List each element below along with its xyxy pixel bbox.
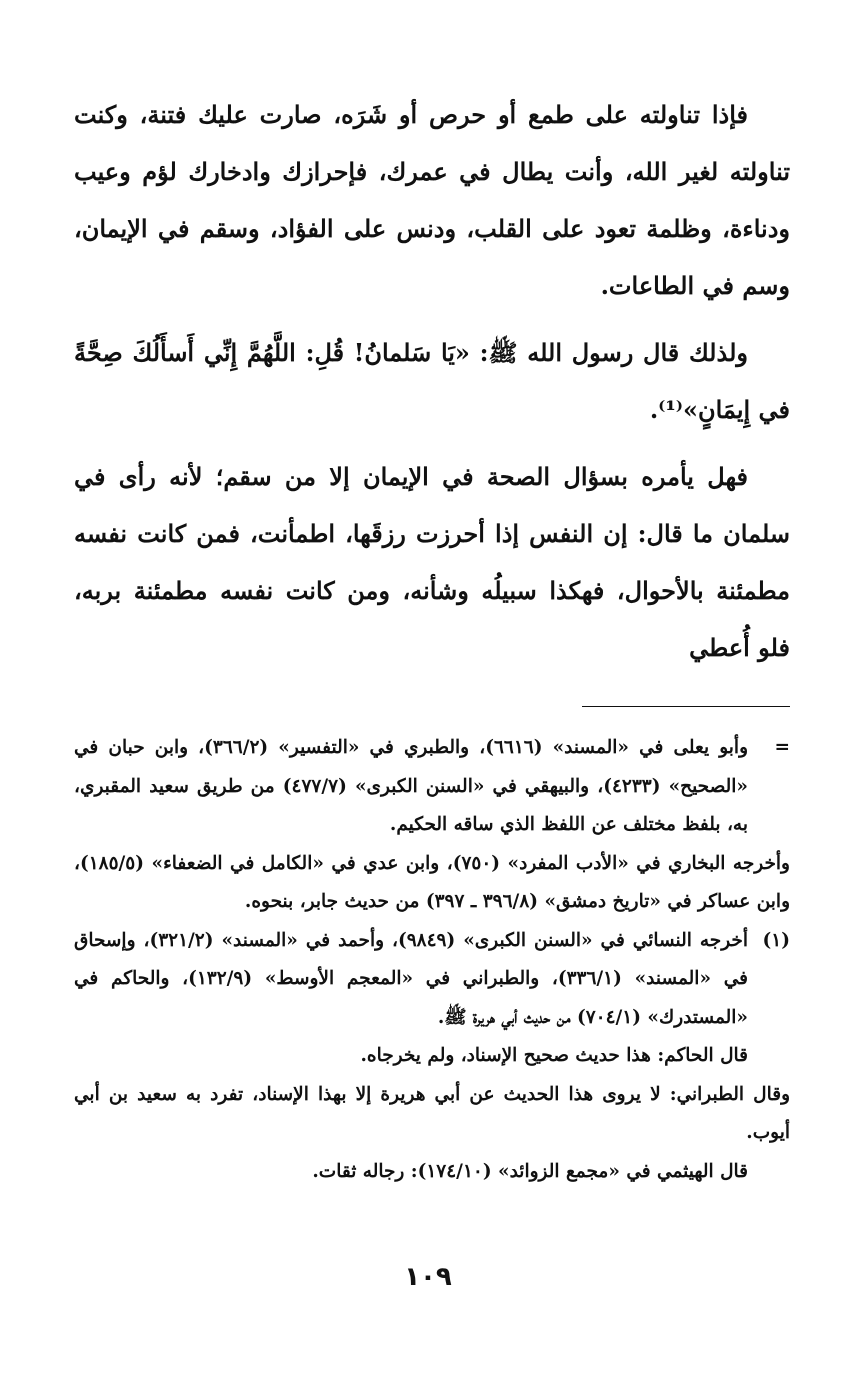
page-number: ١٠٩ xyxy=(404,1262,452,1292)
footnote-1-body xyxy=(74,922,790,1192)
main-text xyxy=(74,86,790,676)
footnote-continued-marker: = xyxy=(774,737,790,758)
footnote-1-paragraph-4: قال الهيثمي في «مجمع الزوائد» (١٧٤/١٠): رجاله ثقات. xyxy=(312,1160,748,1182)
main-paragraph-1: فإذا تناولته على طمع أو حرص أو شَرَه، صارت عليك فتنة، وكنت تناولته لغير الله، وأنت يطال في عمرك، فإحرازك وادخارك لؤم وعيب ودناءة، وظلمة تعود على القلب، ودنس على الفؤاد، وسقم في الإيمان، وسم في الطاعات. xyxy=(74,100,790,300)
footnote-1-paragraph-3: وقال الطبراني: لا يروى هذا الحديث عن أبي هريرة إلا بهذا الإسناد، تفرد به سعيد بن أبي أيوب. xyxy=(74,1083,790,1143)
footnote-1 xyxy=(74,922,790,1192)
footnote-separator xyxy=(582,706,790,707)
footnote-continued xyxy=(74,729,790,922)
footnote-1-marker: (١) xyxy=(762,929,790,951)
main-paragraph-2: ولذلك قال رسول الله ﷺ: «يَا سَلمانُ! قُلِ: اللَّهُمَّ إِنِّي أَسأَلُكَ صِحَّةً في إِيمَانٍ»⁽¹⁾. xyxy=(74,338,790,424)
footnotes xyxy=(74,729,790,1191)
footnote-continued-paragraph-1: وأبو يعلى في «المسند» (٦٦١٦)، والطبري في «التفسير» (٣٦٦/٢)، وابن حبان في «الصحيح» (٤٢٣٣)، والبيهقي في «السنن الكبرى» (٤٧٧/٧) من طريق سعيد المقبري، به، بلفظ مختلف عن اللفظ الذي ساقه الحكيم. xyxy=(74,737,749,835)
footnote-1-paragraph-1: أخرجه النسائي في «السنن الكبرى» (٩٨٤٩)، وأحمد في «المسند» (٣٢١/٢)، وإسحاق في «المسند» (٣٣٦/١)، والطبراني في «المعجم الأوسط» (١٣٢/٩)، والحاكم في «المستدرك» (٧٠٤/١) من حديث أبي هريرة ﷺ. xyxy=(74,929,748,1028)
footnote-continued-body xyxy=(74,729,790,922)
page-content xyxy=(74,86,790,1191)
footnote-continued-paragraph-2: وأخرجه البخاري في «الأدب المفرد» (٧٥٠)، وابن عدي في «الكامل في الضعفاء» (١٨٥/٥)، وابن عساكر في «تاريخ دمشق» (٣٩٦/٨ ـ ٣٩٧) من حديث جابر، بنحوه. xyxy=(74,852,790,912)
main-paragraph-3: فهل يأمره بسؤال الصحة في الإيمان إلا من سقم؛ لأنه رأى في سلمان ما قال: إن النفس إذا أحرزت رزقَها، اطمأنت، فمن كانت نفسه مطمئنة بالأحوال، فهكذا سبيلُه وشأنه، ومن كانت نفسه مطمئنة بربه، فلو أُعطي xyxy=(74,462,791,662)
footnote-1-paragraph-2: قال الحاكم: هذا حديث صحيح الإسناد، ولم يخرجاه. xyxy=(360,1045,748,1066)
